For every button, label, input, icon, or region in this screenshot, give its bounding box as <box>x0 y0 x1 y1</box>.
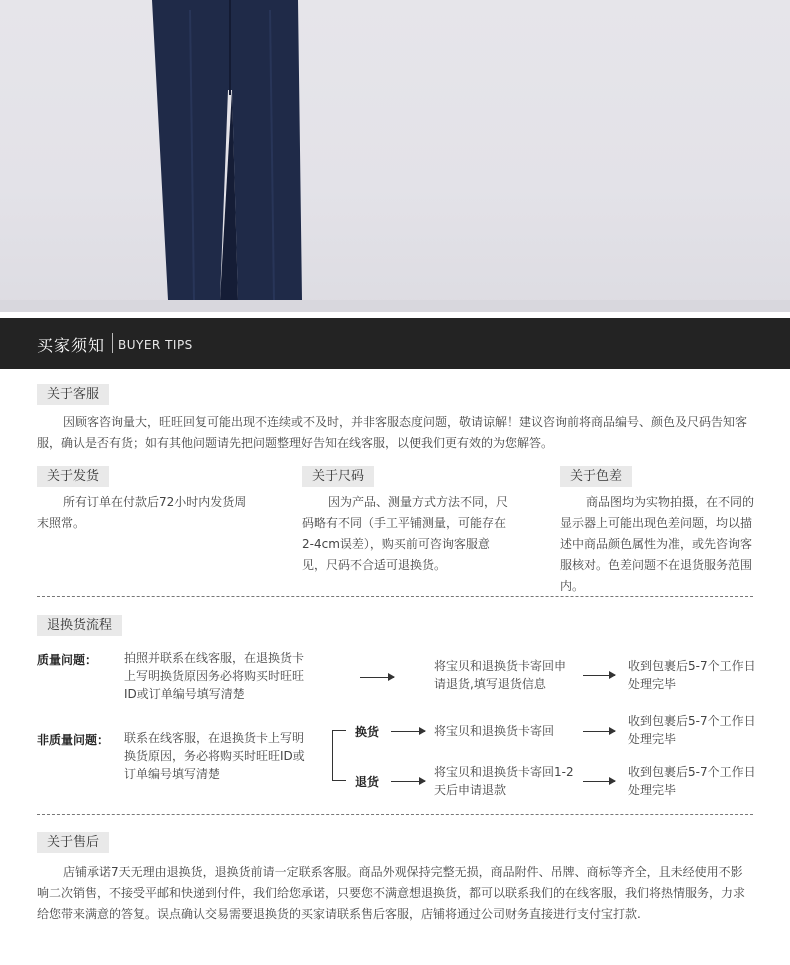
branch-bracket <box>332 730 333 781</box>
quality-result: 收到包裹后5-7个工作日处理完毕 <box>628 659 756 691</box>
banner-title: 买家须知 <box>37 336 106 355</box>
shipping-text: 所有订单在付款后72小时内发货周末照常。 <box>37 495 247 530</box>
process-tag: 退换货流程 <box>37 615 122 636</box>
banner-separator <box>112 333 113 353</box>
nonquality-label: 非质量问题： <box>37 733 110 747</box>
service-tag: 关于客服 <box>37 384 109 405</box>
banner-subtitle: BUYER TIPS <box>118 338 193 352</box>
bracket-bottom <box>332 780 346 781</box>
return-label: 退货 <box>355 775 380 789</box>
quality-label: 质量问题： <box>37 653 98 667</box>
arrow-icon <box>391 781 425 782</box>
exchange-result: 收到包裹后5-7个工作日处理完毕 <box>628 714 756 746</box>
size-text: 因为产品、测量方式方法不同，尺码略有不同（手工平铺测量，可能存在2-4cm误差），购买前可咨询客服意见，尺码不合适可退换货。 <box>302 495 509 572</box>
nonquality-desc: 联系在线客服，在退换货卡上写明换货原因，务必将购买时旺旺ID或订单编号填写清楚 <box>124 731 305 781</box>
quality-desc: 拍照并联系在线客服，在退换货卡上写明换货原因务必将购买时旺旺ID或订单编号填写清楚 <box>124 651 305 701</box>
product-photo <box>0 0 790 312</box>
floor-shadow <box>0 300 790 312</box>
buyer-tips-banner <box>0 318 790 369</box>
arrow-icon <box>391 731 425 732</box>
return-result: 收到包裹后5-7个工作日处理完毕 <box>628 765 756 797</box>
aftersale-tag: 关于售后 <box>37 832 109 853</box>
arrow-icon <box>583 675 615 676</box>
exchange-label: 换货 <box>355 725 380 739</box>
arrow-icon <box>583 731 615 732</box>
arrow-icon <box>360 677 394 678</box>
color-tag: 关于色差 <box>560 466 632 487</box>
trousers-image <box>150 0 310 300</box>
exchange-step: 将宝贝和退换货卡寄回 <box>434 724 555 738</box>
service-text: 因顾客咨询量大，旺旺回复可能出现不连续或不及时，并非客服态度问题，敬请谅解！建议咨询前将商品编号、颜色及尺码告知客服，确认是否有货；如有其他问题请先把问题整理好告知在线客服，以便我们更有效的为您解答。 <box>37 415 748 450</box>
divider <box>37 814 753 815</box>
arrow-icon <box>583 781 615 782</box>
aftersale-text: 店铺承诺7天无理由退换货，退换货前请一定联系客服。商品外观保持完整无损，商品附件、吊牌、商标等齐全，且未经使用不影响二次销售，不接受平邮和快递到付件，我们给您承诺，只要您不满意想退换货，都可以联系我们的在线客服，我们将热情服务，力求给您带来满意的答复。误点确认交易需要退换货的买家请联系售后客服，店铺将通过公司财务直接进行支付宝打款. <box>37 865 746 921</box>
size-tag: 关于尺码 <box>302 466 374 487</box>
color-text: 商品图均为实物拍摄，在不同的显示器上可能出现色差问题，均以描述中商品颜色属性为准，或先咨询客服核对。色差问题不在退货服务范围内。 <box>560 495 755 593</box>
return-step: 将宝贝和退换货卡寄回1-2天后申请退款 <box>434 765 574 797</box>
quality-step: 将宝贝和退换货卡寄回申请退货,填写退货信息 <box>434 659 567 691</box>
shipping-tag: 关于发货 <box>37 466 109 487</box>
bracket-top <box>332 730 346 731</box>
divider <box>37 596 753 597</box>
